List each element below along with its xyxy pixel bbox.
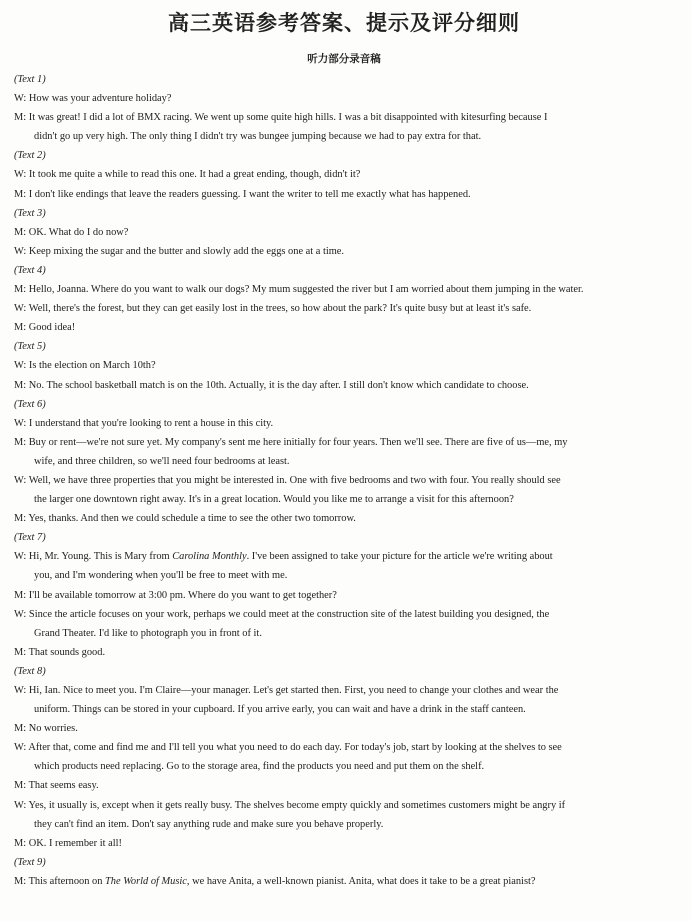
speaker-label: M:: [14, 513, 27, 525]
dialogue-text: which products need replacing. Go to the storage area, find the products you need and put them on the shelf.: [34, 761, 485, 773]
listening-transcript: [14, 70, 674, 891]
dialogue-text: OK. I remember it all!: [28, 837, 122, 849]
dialogue-continuation: [14, 490, 674, 509]
dialogue-text: Hello, Joanna. Where do you want to walk our dogs? My mum suggested the river but I am worried about them jumping in the water.: [28, 284, 584, 296]
dialogue-text: the larger one downtown right away. It's in a great location. Would you like me to arrange a visit for this afternoon?: [34, 494, 514, 506]
speaker-label: M:: [14, 646, 27, 658]
dialogue-text: you, and I'm wondering when you'll be free to meet with me.: [34, 570, 288, 582]
dialogue-line: [14, 433, 674, 452]
dialogue-line: [14, 165, 674, 184]
dialogue-line: [14, 280, 674, 299]
speaker-label: M:: [14, 837, 27, 849]
text-label: [14, 70, 674, 89]
dialogue-line: [14, 89, 674, 108]
text-number: (Text 1): [14, 74, 46, 85]
dialogue-text: . I've been assigned to take your picture for the article we're writing about: [246, 551, 553, 563]
dialogue-line: [14, 318, 674, 337]
dialogue-line: [14, 471, 674, 490]
dialogue-text: How was your adventure holiday?: [28, 93, 172, 105]
text-number: (Text 2): [14, 150, 46, 162]
dialogue-text: It took me quite a while to read this one. It had a great ending, though, didn't it?: [28, 169, 361, 181]
text-label: [14, 395, 674, 414]
text-label: [14, 528, 674, 547]
dialogue-text: It was great! I did a lot of BMX racing. We went up some quite high hills. I was a bit disappointed with kitesurfing because I: [28, 112, 548, 124]
speaker-label: W:: [14, 303, 27, 315]
dialogue-text: Good idea!: [28, 322, 76, 334]
dialogue-text: I understand that you're looking to rent a house in this city.: [28, 417, 274, 429]
dialogue-text: Buy or rent—we're not sure yet. My company's sent me here initially for four years. Then we'll see. There are five of us—me, my: [28, 436, 568, 448]
speaker-label: W:: [14, 417, 27, 429]
speaker-label: M:: [14, 188, 27, 200]
dialogue-text: Grand Theater. I'd like to photograph you in front of it.: [34, 627, 262, 639]
dialogue-line: [14, 299, 674, 318]
dialogue-text: OK. What do I do now?: [28, 226, 129, 238]
dialogue-line: [14, 509, 674, 528]
speaker-label: M:: [14, 284, 27, 296]
dialogue-text: Yes, it usually is, except when it gets really busy. The shelves become empty quickly and sometimes customers might be angry if: [28, 799, 566, 811]
dialogue-text: Well, there's the forest, but they can get easily lost in the trees, so how about the park? It's quite busy but at least it's safe.: [28, 303, 532, 315]
dialogue-text: After that, come and find me and I'll tell you what you need to do each day. For today's job, start by looking at the shelves to see: [28, 742, 562, 754]
dialogue-line: [14, 643, 674, 662]
dialogue-text: didn't go up very high. The only thing I didn't try was bungee jumping because we had to pay extra for that.: [34, 131, 482, 143]
dialogue-text: Hi, Ian. Nice to meet you. I'm Claire—your manager. Let's get started then. First, you need to change your clothes and wear the: [28, 685, 559, 696]
dialogue-continuation: [14, 624, 674, 643]
dialogue-continuation: [14, 815, 674, 834]
dialogue-line: [14, 834, 674, 853]
dialogue-line: [14, 376, 674, 395]
publication-title: The World of Music: [105, 875, 187, 887]
dialogue-line: [14, 872, 674, 891]
dialogue-line: [14, 356, 674, 375]
speaker-label: W:: [14, 799, 27, 811]
dialogue-line: [14, 681, 674, 700]
section-heading: 听力部分录音稿: [307, 53, 381, 65]
speaker-label: M:: [14, 226, 27, 238]
dialogue-text: , we have Anita, a well-known pianist. Anita, what does it take to be a great pianist?: [186, 875, 536, 887]
dialogue-text: No. The school basketball match is on the 10th. Actually, it is the day after. I still don't know which candidate to choose.: [28, 379, 529, 391]
dialogue-text: Since the article focuses on your work, perhaps we could meet at the construction site of the latest building you designed, the: [28, 608, 550, 620]
speaker-label: M:: [14, 723, 27, 735]
dialogue-line: [14, 223, 674, 242]
text-label: [14, 662, 674, 681]
speaker-label: W:: [14, 685, 27, 696]
speaker-label: M:: [14, 875, 27, 887]
speaker-label: M:: [14, 589, 27, 601]
dialogue-text: I don't like endings that leave the readers guessing. I want the writer to tell me exactly what has happened.: [28, 188, 471, 200]
dialogue-text: Well, we have three properties that you might be interested in. One with five bedrooms and two with four. You really should see: [28, 474, 561, 486]
dialogue-text: That sounds good.: [28, 646, 106, 658]
dialogue-text: This afternoon on: [28, 875, 106, 887]
dialogue-line: [14, 586, 674, 605]
text-number: (Text 5): [14, 341, 46, 353]
speaker-label: W:: [14, 360, 27, 372]
text-number: (Text 3): [14, 207, 46, 219]
dialogue-text: Hi, Mr. Young. This is Mary from: [28, 551, 173, 563]
dialogue-line: [14, 776, 674, 795]
speaker-label: M:: [14, 112, 27, 124]
dialogue-line: [14, 547, 674, 566]
document-title: 高三英语参考答案、提示及评分细则: [168, 11, 520, 35]
dialogue-continuation: [14, 566, 674, 585]
text-number: (Text 8): [14, 665, 46, 677]
speaker-label: W:: [14, 608, 27, 620]
dialogue-text: No worries.: [28, 723, 78, 735]
dialogue-text: Is the election on March 10th?: [28, 360, 156, 372]
dialogue-text: Yes, thanks. And then we could schedule a time to see the other two tomorrow.: [28, 513, 356, 525]
dialogue-line: [14, 108, 674, 127]
dialogue-continuation: [14, 452, 674, 471]
dialogue-continuation: [14, 127, 674, 146]
text-label: [14, 337, 674, 356]
speaker-label: W:: [14, 169, 27, 181]
text-label: [14, 261, 674, 280]
speaker-label: M:: [14, 436, 27, 448]
text-label: [14, 853, 674, 872]
speaker-label: W:: [14, 742, 27, 754]
publication-title: Carolina Monthly: [172, 551, 247, 563]
speaker-label: W:: [14, 245, 27, 257]
text-number: (Text 7): [14, 532, 46, 544]
dialogue-continuation: [14, 700, 674, 719]
speaker-label: W:: [14, 551, 27, 563]
dialogue-text: they can't find an item. Don't say anything rude and make sure you behave properly.: [34, 818, 384, 830]
speaker-label: M:: [14, 780, 27, 792]
dialogue-text: uniform. Things can be stored in your cupboard. If you arrive early, you can wait and have a drink in the staff canteen.: [34, 704, 526, 716]
text-number: (Text 9): [14, 856, 46, 868]
speaker-label: W:: [14, 474, 27, 486]
dialogue-line: [14, 242, 674, 261]
speaker-label: M:: [14, 322, 27, 334]
dialogue-text: Keep mixing the sugar and the butter and slowly add the eggs one at a time.: [28, 245, 345, 257]
text-label: [14, 146, 674, 165]
speaker-label: M:: [14, 379, 27, 391]
text-number: (Text 4): [14, 264, 46, 276]
text-number: (Text 6): [14, 398, 46, 410]
dialogue-text: That seems easy.: [28, 780, 99, 792]
speaker-label: W:: [14, 93, 27, 105]
dialogue-continuation: [14, 757, 674, 776]
dialogue-line: [14, 719, 674, 738]
dialogue-text: wife, and three children, so we'll need four bedrooms at least.: [34, 455, 290, 467]
dialogue-line: [14, 414, 674, 433]
dialogue-text: I'll be available tomorrow at 3:00 pm. Where do you want to get together?: [28, 589, 337, 601]
dialogue-line: [14, 796, 674, 815]
dialogue-line: [14, 738, 674, 757]
dialogue-line: [14, 605, 674, 624]
dialogue-line: [14, 185, 674, 204]
text-label: [14, 204, 674, 223]
